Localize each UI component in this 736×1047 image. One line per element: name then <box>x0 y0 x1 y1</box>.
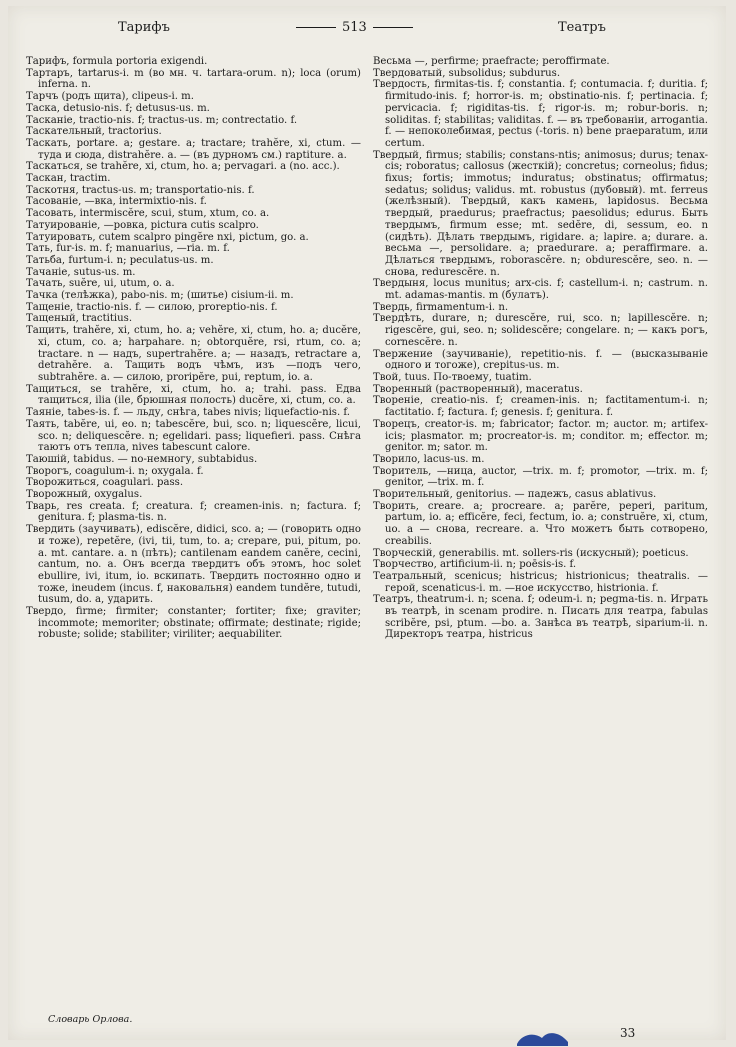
dictionary-page <box>8 6 726 1040</box>
dictionary-entry: Таяніе, tabes-is. f. — льду, снѣга, tabes nivis; liquefactio-nis. f. <box>26 407 350 419</box>
dictionary-entry: Тащеный, tractitius. <box>26 313 133 325</box>
ink-blot <box>512 1028 572 1046</box>
dictionary-entry: Таскан, tractim. <box>26 173 111 185</box>
left-column <box>26 56 361 641</box>
dictionary-entry: Татуировать, cutem scalpro pingĕre nxi, pictum, go. a. <box>26 231 309 243</box>
signature-number: 33 <box>620 1026 636 1040</box>
dictionary-entry: Творожиться, coagulari. pass. <box>26 477 184 489</box>
dictionary-entry: Татуированіе, —ровка, pictura cutis scalpro. <box>26 219 259 231</box>
header-rule-right <box>373 27 413 28</box>
dictionary-entry: Тасканіе, tractio-nis. f; tractus-us. m; contrectatio. f. <box>26 114 298 126</box>
page-number-text: 513 <box>342 20 367 35</box>
dictionary-entry: Театръ, theatrum-i. n; scena. f; odeum-i. n; pegma-tis. n. Играть въ театрѣ, in scenam prodire. n. Писать для театра, fabulas scribĕre, psi, ptum. —bo. a. Занѣса въ театрѣ, siparium-ii. n. Директоръ театра, histricus <box>373 594 708 641</box>
dictionary-entry: Твердить (заучивать), ediscĕre, didici, sco. a; — (говорить одно и тоже), repetĕre, (ivi, tii, tum, to. a; crepare, pui, pitum, po. a. mt. cantare. a. n (пѣть); cantilenam eandem canĕre, cecini, cantum, no. a. Онъ всегда твердитъ объ этомъ, hoc solet ebullire, ivi, itum, io. вскипать. Твердить постоянно одно и тоже, ineudem (incus. f, наковальня) eandem tundĕre, tutudi, tusum, do. a, ударить. <box>26 524 361 606</box>
dictionary-entry: Твержение (заучиваніе), repetitio-nis. f. — (высказываніе одного и тогоже), crepitus-us. m. <box>373 348 708 372</box>
dictionary-entry: Таюшій, tabidus. — no-немногу, subtabidus. <box>26 453 258 465</box>
dictionary-entry: Твердость, firmitas-tis. f; constantia. f; contumacia. f; duritia. f; firmitudo-inis. f; horror-is. m; obstinatio-nis. f; pertinacia. f; pervicacia. f; rigiditas-tis. f; rigor-is. m; robur-boris. n; soliditas. f; stabilitas; validitas. f. — въ требованіи, arrogantia. f. — непоколебимая, pectus (-toris. n) bene praeparatum, или certum. <box>373 79 708 149</box>
dictionary-entry: Твердѣть, durare, n; durescĕre, rui, sco. n; lapillescĕre. n; rigescĕre, gui, seo. n; solidescĕre; congelare. n; — какъ рогъ, cornescĕre. n. <box>373 313 708 348</box>
dictionary-entry: Твердо, firme; firmiter; constanter; fortiter; fixe; graviter; incommote; memoriter; obstinate; offirmate; destinate; rigide; robuste; solide; stabiliter; viriliter; aequabiliter. <box>26 606 361 641</box>
dictionary-entry: Тасованіе, —вка, intermixtio-nis. f. <box>26 196 207 208</box>
dictionary-entry: Твердь, firmamentum-i. n. <box>373 301 509 313</box>
dictionary-entry: Творитель, —ница, auctor, —trix. m. f; promotor, —trix. m. f; genitor, —trix. m. f. <box>373 465 708 489</box>
dictionary-entry: Твореніе, creatio-nis. f; creamen-inis. n; factitamentum-i. n; factitatio. f; factura. f; genesis. f; genitura. f. <box>373 395 708 419</box>
dictionary-entry: Творить, creare. a; procreare. a; parĕre, peperi, paritum, partum, io. a; efficĕre, feci, fectum, io. a; construĕre, xi, ctum, uo. a — снова, recreare. a. Что можетъ быть сотворено, creabilis. <box>373 500 708 547</box>
page-number <box>296 20 413 35</box>
dictionary-entry: Таска, detusio-nis. f; detusus-us. m. <box>26 102 210 114</box>
dictionary-entry: Таскательный, tractorius. <box>26 126 162 138</box>
dictionary-entry: Весьма —, perfirme; praefracte; peroffirmate. <box>373 56 610 67</box>
dictionary-entry: Твой, tuus. По-твоему, tuatim. <box>373 371 532 383</box>
dictionary-entry: Тащеніе, tractio-nis. f. — силою, proreptio-nis. f. <box>26 301 278 313</box>
dictionary-entry: Творожный, oxygalus. <box>26 489 143 501</box>
dictionary-entry: Твердыня, locus munitus; arx-cis. f; castellum-i. n; castrum. n. mt. adamas-mantis. m (булатъ). <box>373 278 708 302</box>
dictionary-entry: Татьба, furtum-i. n; peculatus-us. m. <box>26 254 214 266</box>
dictionary-entry: Тачаніе, sutus-us. m. <box>26 266 136 278</box>
dictionary-entry: Таскаться, se trahĕre, xi, ctum, ho. a; pervagari. a (no. acc.). <box>26 161 340 173</box>
dictionary-entry: Тать, fur-is. m. f; manuarius, —ria. m. f. <box>26 243 230 255</box>
dictionary-entry: Тачать, suĕre, ui, utum, o. a. <box>26 278 175 290</box>
dictionary-entry: Таскать, portare. a; gestare. a; tractare; trahĕre, xi, ctum. — туда и сюда, distrahĕre. a. — (въ дурномъ см.) raptiture. a. <box>26 137 361 161</box>
right-column <box>373 56 708 641</box>
dictionary-entry: Творительный, genitorius. — падежъ, casus ablativus. <box>373 489 657 501</box>
dictionary-entry: Творческій, generabilis. mt. sollers-ris (искусный); poeticus. <box>373 547 689 559</box>
dictionary-entry: Таять, tabĕre, ui, eo. n; tabescĕre, bui, sco. n; liquescĕre, licui, sco. n; deliquescĕre. n; egelidari. pass; liquefieri. pass. Снѣга таютъ отъ тепла, nives tabescunt calore. <box>26 418 361 454</box>
header-right-word: Театръ <box>558 20 606 35</box>
dictionary-entry: Творенный (растворенный), maceratus. <box>373 383 583 395</box>
dictionary-entry: Тащиться, se trahĕre, xi, ctum, ho. a; trahi. pass. Едва тащиться, ilia (ile, брюшная полость) ducĕre, xi, ctum, co. a. <box>26 383 361 407</box>
dictionary-entry: Тащить, trahĕre, xi, ctum, ho. a; vehĕre, xi, ctum, ho. a; ducĕre, xi, ctum, co. a; harpahare. n; obtorquĕre, rsi, rtum, co. a; tractare. n — надъ, supertrahĕre. a; — назадъ, retractare a, detrahĕre. a. Тащить водъ чѣмъ, изъ —подъ чего, subtrahĕre. a. — силою, proripĕre, pui, reptum, io. a. <box>26 325 361 383</box>
dictionary-entry: Тачка (телѣжка), pabo-nis. m; (шитье) cisium-ii. m. <box>26 290 294 302</box>
dictionary-entry: Творило, lacus-us. m. <box>373 453 485 465</box>
page-header <box>8 20 726 42</box>
dictionary-entry: Тартаръ, tartarus-i. m (во мн. ч. tartara-orum. n); loca (orum) inferna. n. <box>26 67 361 91</box>
dictionary-entry: Твердый, firmus; stabilis; constans-ntis; animosus; durus; tenax-cis; roboratus; callosus (жесткій); concretus; corneolus; fidus; fixus; fortis; immotus; induratus; obstinatus; offirmatus; sedatus; solidus; validus. mt. robustus (дубовый). mt. ferreus (желѣзный). Твердый, какъ камень, lapidosus. Весьма твердый, praedurus; praefractus; paesolidus; edurus. Быть твердымъ, firmum esse; mt. sedĕre, di, sessum, eo. n (сидѣть). Дѣлать твердымъ, rigidare. a; lapire. a; durare. a. весьма —, persolidare. a; praedurare. a; peraffirmare. a. Дѣлаться твердымъ, roborascĕre. n; obdurescĕre, seo. n. — снова, redurescĕre. n. <box>373 149 708 278</box>
dictionary-entry: Твердоватый, subsolidus; subdurus. <box>373 67 561 79</box>
header-rule-left <box>296 27 336 28</box>
dictionary-entry: Театральный, scenicus; histricus; histrionicus; theatralis. — герой, scenaticus-i. m. —ное искусство, histrionia. f. <box>373 570 708 594</box>
dictionary-entry: Тварь, res creata. f; creatura. f; creamen-inis. n; factura. f; genitura. f; plasma-tis. n. <box>26 500 361 524</box>
header-left-word: Тарифъ <box>118 20 170 35</box>
dictionary-entry: Творогъ, coagulum-i. n; oxygala. f. <box>26 465 204 477</box>
footer-signature: Словарь Орлова. <box>48 1014 133 1025</box>
dictionary-entry: Тарифъ, formula portoria exigendi. <box>26 56 208 67</box>
dictionary-entry: Творчество, artificium-ii. n; poēsis-is. f. <box>373 559 577 571</box>
dictionary-entry: Творецъ, creator-is. m; fabricator; factor. m; auctor. m; artifex-icis; plasmator. m; procreator-is. m; conditor. m; effector. m; genitor. m; sator. m. <box>373 418 708 454</box>
dictionary-entry: Таскотня, tractus-us. m; transportatio-nis. f. <box>26 184 255 196</box>
dictionary-entry: Тасовать, intermiscĕre, scui, stum, xtum, co. a. <box>26 208 270 220</box>
dictionary-entry: Тарчъ (родъ щита), clipeus-i. m. <box>26 91 194 103</box>
